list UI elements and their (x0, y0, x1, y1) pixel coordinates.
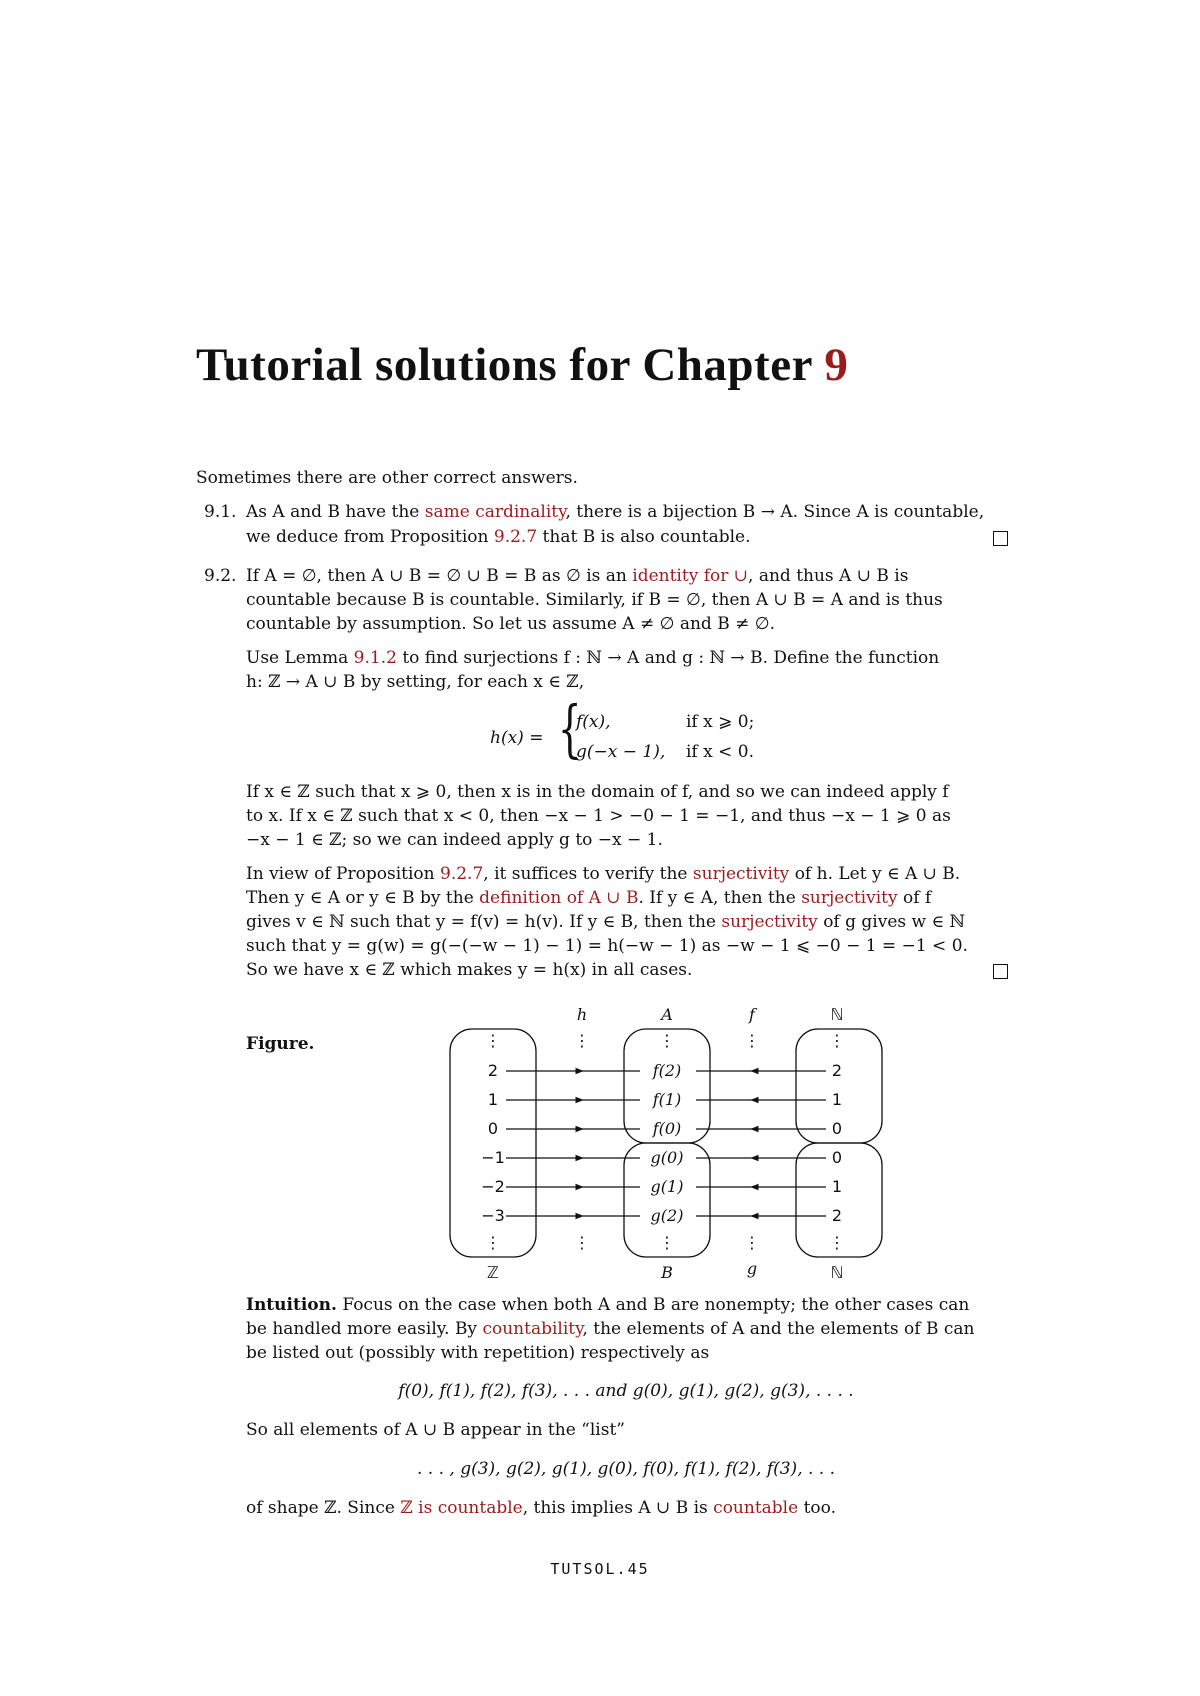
ellipsis-h-top: ⋮ (574, 1031, 590, 1050)
piecewise-row-1-expr: f(x), (576, 712, 611, 732)
intuition-line-1: Intuition. Focus on the case when both A and B are nonempty; the other cases can (246, 1295, 970, 1315)
header-h: h (576, 1005, 588, 1024)
s92-p3-line-3: −x − 1 ∈ ℤ; so we can indeed apply g to −x − 1. (246, 830, 663, 850)
figure-label: Figure. (246, 1034, 315, 1054)
link-identity-for-union[interactable]: identity for ∪ (632, 566, 749, 586)
piecewise-row-2-expr: g(−x − 1), (576, 742, 666, 762)
ab-value: f(0) (652, 1119, 682, 1138)
link-prop-9-2-7[interactable]: 9.2.7 (493, 527, 538, 547)
ab-value: g(0) (650, 1148, 684, 1167)
ellipsis-h-bottom: ⋮ (574, 1233, 590, 1252)
ellipsis-n-top: ⋮ (829, 1031, 845, 1050)
link-same-cardinality[interactable]: same cardinality (424, 502, 566, 522)
footer-B: B (661, 1263, 673, 1282)
s91-line-1: As A and B have the same cardinality, there is a bijection B → A. Since A is countable, (246, 502, 985, 522)
n-value: 2 (831, 1061, 843, 1080)
ab-value: f(2) (652, 1061, 682, 1080)
intuition-list-1: f(0), f(1), f(2), f(3), . . . and g(0), g(1), g(2), g(3), . . . . (398, 1381, 854, 1401)
piecewise-row-2-cond: if x < 0. (686, 742, 754, 762)
link-prop-9-2-7-b[interactable]: 9.2.7 (440, 864, 484, 884)
s92-p4-line-4: such that y = g(w) = g(−(−w − 1) − 1) = h(−w − 1) as −w − 1 ⩽ −0 − 1 = −1 < 0. (246, 936, 968, 956)
footer-g: g (746, 1259, 758, 1278)
left-brace: { (557, 692, 582, 765)
s92-p1-line-2: countable because B is countable. Similarly, if B = ∅, then A ∪ B = A and is thus (246, 590, 943, 610)
function-diagram (440, 996, 900, 1286)
ellipsis-z-bottom: ⋮ (485, 1233, 501, 1252)
n-value: 2 (831, 1206, 843, 1225)
n-value: 1 (831, 1177, 843, 1196)
s92-p3-line-1: If x ∈ ℤ such that x ⩾ 0, then x is in the domain of f, and so we can indeed apply f (246, 782, 949, 802)
ellipsis-n-bottom: ⋮ (829, 1233, 845, 1252)
ab-value: g(2) (650, 1206, 684, 1225)
intuition-list-2: . . . , g(3), g(2), g(1), g(0), f(0), f(1), f(2), f(3), . . . (416, 1459, 836, 1479)
s92-p4-line-3: gives v ∈ ℕ such that y = f(v) = h(v). If y ∈ B, then the surjectivity of g gives w ∈ ℕ (246, 912, 966, 932)
s92-p2-line-2: h: ℤ → A ∪ B by setting, for each x ∈ ℤ, (246, 672, 585, 692)
s92-p1-line-1: If A = ∅, then A ∪ B = ∅ ∪ B = B as ∅ is an identity for ∪, and thus A ∪ B is (246, 566, 909, 586)
s92-p2-line-1: Use Lemma 9.1.2 to find surjections f : ℕ → A and g : ℕ → B. Define the function (246, 648, 940, 668)
exercise-number-9-1: 9.1. (204, 502, 237, 522)
s91-line-2: we deduce from Proposition 9.2.7 that B is also countable. (246, 527, 751, 547)
n-value: 0 (831, 1148, 843, 1167)
piecewise-row-1-cond: if x ⩾ 0; (686, 712, 755, 732)
link-surjectivity-2[interactable]: surjectivity (801, 888, 898, 908)
ab-value: g(1) (650, 1177, 684, 1196)
link-lemma-9-1-2[interactable]: 9.1.2 (353, 648, 397, 668)
link-surjectivity-1[interactable]: surjectivity (692, 864, 790, 884)
chapter-number-link[interactable]: 9 (824, 339, 849, 391)
z-value: 1 (487, 1090, 499, 1109)
intro-text: Sometimes there are other correct answers. (196, 468, 578, 488)
intuition-line-4: So all elements of A ∪ B appear in the “list” (246, 1420, 625, 1440)
intuition-line-2: be handled more easily. By countability, the elements of A and the elements of B can (246, 1319, 975, 1339)
s92-p4-line-5: So we have x ∈ ℤ which makes y = h(x) in all cases. (246, 960, 693, 980)
s92-p4-line-1: In view of Proposition 9.2.7, it suffices to verify the surjectivity of h. Let y ∈ A ∪ B. (246, 864, 961, 884)
link-surjectivity-3[interactable]: surjectivity (721, 912, 818, 932)
s92-p3-line-2: to x. If x ∈ ℤ such that x < 0, then −x − 1 > −0 − 1 = −1, and thus −x − 1 ⩾ 0 as (246, 806, 951, 826)
page-footer: TUTSOL.45 (550, 1560, 650, 1578)
ellipsis-a-top: ⋮ (659, 1031, 675, 1050)
z-value: −2 (481, 1177, 505, 1196)
n-value: 1 (831, 1090, 843, 1109)
piecewise-lhs: h(x) = (490, 728, 544, 748)
ellipsis-f-top: ⋮ (744, 1031, 760, 1050)
link-countability[interactable]: countability (482, 1319, 583, 1339)
header-f: f (749, 1005, 755, 1024)
ellipsis-g-bottom: ⋮ (744, 1233, 760, 1252)
page-title: Tutorial solutions for Chapter 9 (196, 339, 849, 391)
header-N: ℕ (830, 1005, 844, 1024)
link-definition-of-union[interactable]: definition of A ∪ B (479, 888, 639, 908)
footer-N: ℕ (830, 1263, 844, 1282)
qed-square-icon (993, 531, 1008, 546)
ab-value: f(1) (652, 1090, 682, 1109)
ellipsis-b-bottom: ⋮ (659, 1233, 675, 1252)
n-value: 0 (831, 1119, 843, 1138)
s92-p1-line-3: countable by assumption. So let us assume A ≠ ∅ and B ≠ ∅. (246, 614, 775, 634)
z-value: 2 (487, 1061, 499, 1080)
z-value: −1 (481, 1148, 505, 1167)
intuition-line-3: be listed out (possibly with repetition) respectively as (246, 1343, 710, 1363)
qed-square-icon (993, 964, 1008, 979)
link-z-is-countable[interactable]: ℤ is countable (400, 1498, 523, 1518)
s92-p4-line-2: Then y ∈ A or y ∈ B by the definition of A ∪ B. If y ∈ A, then the surjectivity of f (246, 888, 932, 908)
intuition-line-5: of shape ℤ. Since ℤ is countable, this implies A ∪ B is countable too. (246, 1498, 836, 1518)
footer-Z: ℤ (487, 1263, 499, 1282)
exercise-number-9-2: 9.2. (204, 566, 237, 586)
link-countable[interactable]: countable (713, 1498, 799, 1518)
intuition-label: Intuition. (246, 1295, 337, 1315)
z-value: 0 (487, 1119, 499, 1138)
z-value: −3 (481, 1206, 505, 1225)
ellipsis-z-top: ⋮ (485, 1031, 501, 1050)
header-A: A (661, 1005, 673, 1024)
